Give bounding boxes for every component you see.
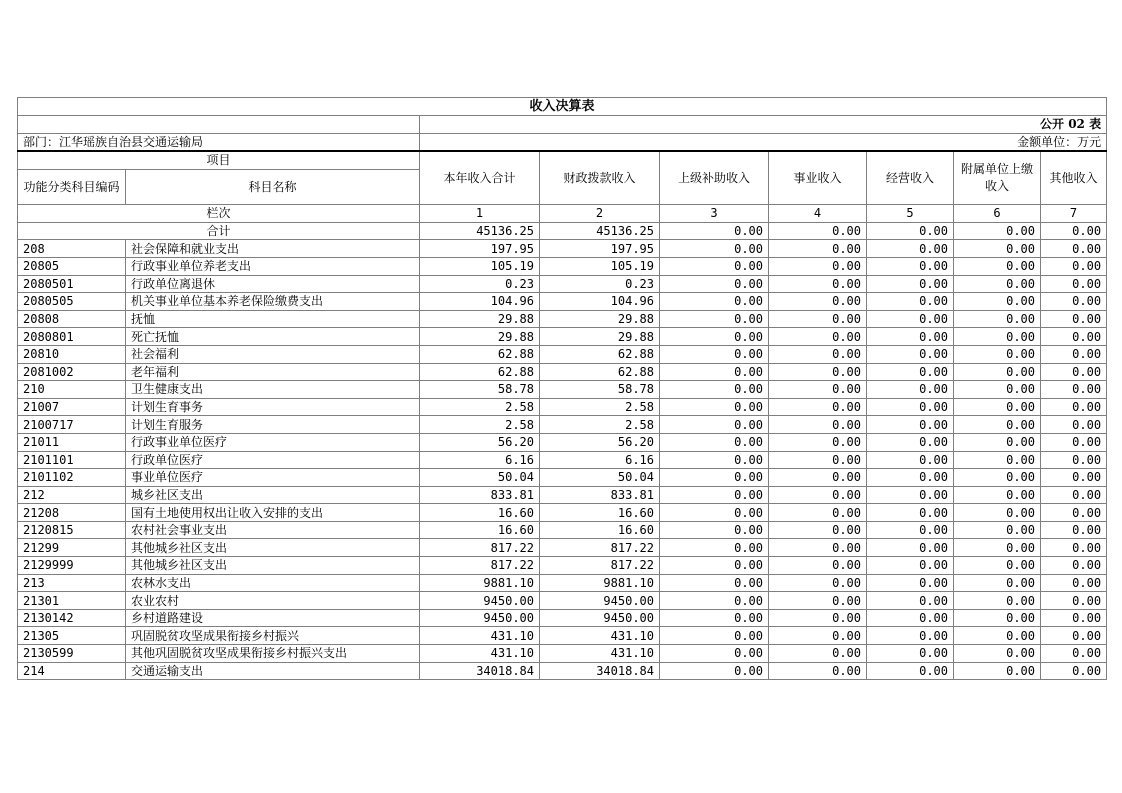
column-index: 2 bbox=[540, 205, 660, 223]
amount-cell: 0.00 bbox=[1041, 504, 1107, 522]
amount-cell: 6.16 bbox=[420, 451, 540, 469]
amount-cell: 0.00 bbox=[867, 469, 954, 487]
amount-cell: 0.00 bbox=[1041, 275, 1107, 293]
amount-cell: 0.00 bbox=[769, 363, 867, 381]
amount-cell: 9450.00 bbox=[540, 609, 660, 627]
amount-cell: 0.00 bbox=[1041, 345, 1107, 363]
amount-cell: 0.00 bbox=[660, 328, 769, 346]
amount-cell: 0.00 bbox=[769, 398, 867, 416]
column-index: 4 bbox=[769, 205, 867, 223]
header-superior: 上级补助收入 bbox=[660, 151, 769, 205]
subject-name-cell: 国有土地使用权出让收入安排的支出 bbox=[126, 504, 420, 522]
amount-cell: 0.00 bbox=[1041, 328, 1107, 346]
amount-cell: 0.00 bbox=[867, 257, 954, 275]
amount-cell: 0.00 bbox=[954, 345, 1041, 363]
amount-cell: 0.00 bbox=[1041, 451, 1107, 469]
func-code-cell: 2130142 bbox=[18, 609, 126, 627]
func-code-cell: 21305 bbox=[18, 627, 126, 645]
amount-cell: 0.00 bbox=[1041, 539, 1107, 557]
subject-name-cell: 计划生育事务 bbox=[126, 398, 420, 416]
amount-cell: 0.00 bbox=[867, 363, 954, 381]
subject-name-cell: 农业农村 bbox=[126, 592, 420, 610]
amount-cell: 0.00 bbox=[660, 240, 769, 258]
amount-cell: 2.58 bbox=[540, 416, 660, 434]
amount-cell: 0.00 bbox=[1041, 592, 1107, 610]
amount-cell: 0.00 bbox=[1041, 398, 1107, 416]
amount-cell: 58.78 bbox=[420, 381, 540, 399]
amount-cell: 0.00 bbox=[660, 433, 769, 451]
amount-cell: 431.10 bbox=[420, 645, 540, 663]
amount-cell: 0.00 bbox=[954, 521, 1041, 539]
amount-cell: 29.88 bbox=[420, 310, 540, 328]
table-row bbox=[18, 240, 1107, 258]
amount-cell: 0.00 bbox=[769, 433, 867, 451]
amount-cell: 0.00 bbox=[954, 486, 1041, 504]
func-code-cell: 2101101 bbox=[18, 451, 126, 469]
amount-cell: 0.00 bbox=[954, 645, 1041, 663]
header-func-code: 功能分类科目编码 bbox=[18, 170, 126, 205]
amount-cell: 104.96 bbox=[420, 293, 540, 311]
subject-name-cell: 农村社会事业支出 bbox=[126, 521, 420, 539]
total-value: 0.00 bbox=[660, 222, 769, 240]
amount-cell: 0.00 bbox=[769, 293, 867, 311]
amount-cell: 0.00 bbox=[954, 592, 1041, 610]
amount-cell: 2.58 bbox=[540, 398, 660, 416]
amount-cell: 34018.84 bbox=[420, 662, 540, 680]
amount-cell: 0.00 bbox=[769, 328, 867, 346]
subject-name-cell: 计划生育服务 bbox=[126, 416, 420, 434]
amount-cell: 0.00 bbox=[1041, 557, 1107, 575]
table-row bbox=[18, 416, 1107, 434]
header-business: 事业收入 bbox=[769, 151, 867, 205]
amount-cell: 0.00 bbox=[867, 293, 954, 311]
total-value: 0.00 bbox=[769, 222, 867, 240]
amount-cell: 0.00 bbox=[1041, 293, 1107, 311]
amount-cell: 0.00 bbox=[954, 310, 1041, 328]
subject-name-cell: 其他城乡社区支出 bbox=[126, 557, 420, 575]
total-label: 合计 bbox=[18, 222, 420, 240]
amount-cell: 0.00 bbox=[1041, 662, 1107, 680]
column-index: 1 bbox=[420, 205, 540, 223]
amount-cell: 50.04 bbox=[540, 469, 660, 487]
amount-cell: 0.00 bbox=[954, 363, 1041, 381]
column-index: 6 bbox=[954, 205, 1041, 223]
column-index-label: 栏次 bbox=[18, 205, 420, 223]
amount-cell: 0.00 bbox=[660, 469, 769, 487]
total-value: 0.00 bbox=[867, 222, 954, 240]
subject-name-cell: 城乡社区支出 bbox=[126, 486, 420, 504]
amount-cell: 29.88 bbox=[420, 328, 540, 346]
subject-name-cell: 社会福利 bbox=[126, 345, 420, 363]
func-code-cell: 2101102 bbox=[18, 469, 126, 487]
amount-cell: 0.00 bbox=[660, 363, 769, 381]
amount-cell: 0.00 bbox=[769, 486, 867, 504]
amount-cell: 0.00 bbox=[954, 240, 1041, 258]
amount-cell: 0.00 bbox=[954, 293, 1041, 311]
amount-cell: 0.00 bbox=[660, 592, 769, 610]
amount-cell: 0.00 bbox=[954, 257, 1041, 275]
amount-cell: 0.00 bbox=[954, 469, 1041, 487]
column-index: 3 bbox=[660, 205, 769, 223]
amount-cell: 0.00 bbox=[769, 240, 867, 258]
amount-cell: 0.00 bbox=[867, 574, 954, 592]
amount-cell: 0.00 bbox=[867, 310, 954, 328]
amount-cell: 431.10 bbox=[420, 627, 540, 645]
func-code-cell: 2080505 bbox=[18, 293, 126, 311]
func-code-cell: 20808 bbox=[18, 310, 126, 328]
amount-cell: 0.00 bbox=[769, 381, 867, 399]
subject-name-cell: 行政单位离退休 bbox=[126, 275, 420, 293]
header-operating: 经营收入 bbox=[867, 151, 954, 205]
table-row bbox=[18, 363, 1107, 381]
table-row bbox=[18, 662, 1107, 680]
func-code-cell: 212 bbox=[18, 486, 126, 504]
subject-name-cell: 行政单位医疗 bbox=[126, 451, 420, 469]
amount-cell: 56.20 bbox=[540, 433, 660, 451]
amount-cell: 0.00 bbox=[1041, 381, 1107, 399]
subject-name-cell: 行政事业单位医疗 bbox=[126, 433, 420, 451]
subject-name-cell: 抚恤 bbox=[126, 310, 420, 328]
amount-cell: 0.00 bbox=[867, 433, 954, 451]
amount-cell: 0.00 bbox=[769, 662, 867, 680]
amount-cell: 58.78 bbox=[540, 381, 660, 399]
subject-name-cell: 机关事业单位基本养老保险缴费支出 bbox=[126, 293, 420, 311]
amount-cell: 62.88 bbox=[540, 363, 660, 381]
table-row bbox=[18, 504, 1107, 522]
amount-cell: 0.00 bbox=[769, 645, 867, 663]
amount-cell: 9881.10 bbox=[420, 574, 540, 592]
amount-cell: 0.00 bbox=[660, 257, 769, 275]
amount-cell: 0.00 bbox=[954, 504, 1041, 522]
income-statement-sheet bbox=[17, 97, 1106, 680]
func-code-cell: 20805 bbox=[18, 257, 126, 275]
subject-name-cell: 社会保障和就业支出 bbox=[126, 240, 420, 258]
table-row bbox=[18, 557, 1107, 575]
func-code-cell: 20810 bbox=[18, 345, 126, 363]
amount-cell: 0.00 bbox=[1041, 521, 1107, 539]
subject-name-cell: 农林水支出 bbox=[126, 574, 420, 592]
amount-cell: 0.00 bbox=[867, 416, 954, 434]
header-affiliated: 附属单位上缴收入 bbox=[954, 151, 1041, 205]
form-code: 公开 02 表 bbox=[420, 116, 1107, 134]
amount-cell: 0.00 bbox=[867, 328, 954, 346]
amount-cell: 0.00 bbox=[769, 451, 867, 469]
amount-cell: 0.00 bbox=[867, 275, 954, 293]
table-row bbox=[18, 469, 1107, 487]
table-row bbox=[18, 521, 1107, 539]
total-value: 45136.25 bbox=[420, 222, 540, 240]
amount-cell: 0.00 bbox=[769, 627, 867, 645]
func-code-cell: 2120815 bbox=[18, 521, 126, 539]
amount-cell: 0.00 bbox=[1041, 240, 1107, 258]
total-value: 0.00 bbox=[1041, 222, 1107, 240]
amount-cell: 0.00 bbox=[867, 539, 954, 557]
amount-cell: 0.00 bbox=[660, 398, 769, 416]
func-code-cell: 21007 bbox=[18, 398, 126, 416]
table-row bbox=[18, 275, 1107, 293]
table-row bbox=[18, 539, 1107, 557]
amount-cell: 29.88 bbox=[540, 310, 660, 328]
amount-cell: 0.00 bbox=[867, 592, 954, 610]
amount-cell: 104.96 bbox=[540, 293, 660, 311]
amount-cell: 9450.00 bbox=[420, 609, 540, 627]
amount-cell: 0.00 bbox=[769, 416, 867, 434]
amount-cell: 0.00 bbox=[660, 627, 769, 645]
table-row bbox=[18, 398, 1107, 416]
table-row bbox=[18, 293, 1107, 311]
amount-cell: 0.00 bbox=[660, 310, 769, 328]
amount-cell: 105.19 bbox=[540, 257, 660, 275]
subject-name-cell: 其他城乡社区支出 bbox=[126, 539, 420, 557]
amount-cell: 833.81 bbox=[420, 486, 540, 504]
table-row bbox=[18, 257, 1107, 275]
amount-cell: 2.58 bbox=[420, 398, 540, 416]
func-code-cell: 2080801 bbox=[18, 328, 126, 346]
amount-cell: 0.00 bbox=[867, 609, 954, 627]
amount-cell: 197.95 bbox=[420, 240, 540, 258]
amount-cell: 0.00 bbox=[769, 257, 867, 275]
amount-cell: 0.23 bbox=[540, 275, 660, 293]
table-row bbox=[18, 645, 1107, 663]
amount-cell: 0.00 bbox=[1041, 363, 1107, 381]
amount-cell: 16.60 bbox=[420, 504, 540, 522]
amount-cell: 0.00 bbox=[660, 521, 769, 539]
func-code-cell: 2100717 bbox=[18, 416, 126, 434]
func-code-cell: 2081002 bbox=[18, 363, 126, 381]
amount-cell: 16.60 bbox=[420, 521, 540, 539]
amount-cell: 817.22 bbox=[420, 557, 540, 575]
amount-cell: 0.00 bbox=[954, 275, 1041, 293]
amount-cell: 16.60 bbox=[540, 521, 660, 539]
table-row bbox=[18, 609, 1107, 627]
amount-cell: 0.00 bbox=[1041, 433, 1107, 451]
header-fiscal: 财政拨款收入 bbox=[540, 151, 660, 205]
amount-cell: 0.00 bbox=[660, 557, 769, 575]
table-row bbox=[18, 345, 1107, 363]
amount-cell: 0.00 bbox=[867, 381, 954, 399]
func-code-cell: 21299 bbox=[18, 539, 126, 557]
table-row bbox=[18, 627, 1107, 645]
amount-cell: 0.00 bbox=[954, 451, 1041, 469]
subject-name-cell: 死亡抚恤 bbox=[126, 328, 420, 346]
amount-cell: 0.00 bbox=[660, 451, 769, 469]
header-subject-name: 科目名称 bbox=[126, 170, 420, 205]
total-value: 45136.25 bbox=[540, 222, 660, 240]
func-code-cell: 213 bbox=[18, 574, 126, 592]
amount-cell: 0.00 bbox=[1041, 257, 1107, 275]
amount-cell: 2.58 bbox=[420, 416, 540, 434]
subject-name-cell: 事业单位医疗 bbox=[126, 469, 420, 487]
amount-cell: 34018.84 bbox=[540, 662, 660, 680]
amount-cell: 0.00 bbox=[867, 345, 954, 363]
amount-cell: 0.00 bbox=[867, 557, 954, 575]
amount-cell: 0.00 bbox=[769, 557, 867, 575]
amount-cell: 9450.00 bbox=[540, 592, 660, 610]
amount-cell: 0.00 bbox=[867, 662, 954, 680]
subject-name-cell: 其他巩固脱贫攻坚成果衔接乡村振兴支出 bbox=[126, 645, 420, 663]
subject-name-cell: 行政事业单位养老支出 bbox=[126, 257, 420, 275]
amount-cell: 0.00 bbox=[954, 539, 1041, 557]
amount-cell: 0.00 bbox=[769, 609, 867, 627]
amount-cell: 0.00 bbox=[769, 521, 867, 539]
amount-cell: 0.00 bbox=[769, 310, 867, 328]
amount-cell: 0.00 bbox=[954, 381, 1041, 399]
table-row bbox=[18, 328, 1107, 346]
amount-cell: 0.00 bbox=[769, 345, 867, 363]
table-row bbox=[18, 310, 1107, 328]
func-code-cell: 21208 bbox=[18, 504, 126, 522]
table-row bbox=[18, 433, 1107, 451]
amount-cell: 0.00 bbox=[954, 662, 1041, 680]
income-table bbox=[17, 97, 1107, 680]
amount-cell: 0.00 bbox=[660, 539, 769, 557]
amount-cell: 817.22 bbox=[420, 539, 540, 557]
amount-cell: 16.60 bbox=[540, 504, 660, 522]
unit-label: 金额单位：万元 bbox=[420, 133, 1107, 151]
amount-cell: 0.00 bbox=[769, 574, 867, 592]
amount-cell: 817.22 bbox=[540, 557, 660, 575]
amount-cell: 0.00 bbox=[867, 240, 954, 258]
amount-cell: 0.00 bbox=[1041, 574, 1107, 592]
table-title: 收入决算表 bbox=[18, 98, 1107, 116]
amount-cell: 62.88 bbox=[420, 363, 540, 381]
amount-cell: 431.10 bbox=[540, 645, 660, 663]
amount-cell: 0.00 bbox=[769, 469, 867, 487]
amount-cell: 0.00 bbox=[660, 293, 769, 311]
amount-cell: 0.23 bbox=[420, 275, 540, 293]
amount-cell: 0.00 bbox=[660, 345, 769, 363]
func-code-cell: 2130599 bbox=[18, 645, 126, 663]
amount-cell: 0.00 bbox=[954, 609, 1041, 627]
amount-cell: 0.00 bbox=[769, 504, 867, 522]
table-row bbox=[18, 486, 1107, 504]
department-label: 部门：江华瑶族自治县交通运输局 bbox=[18, 133, 420, 151]
subject-name-cell: 卫生健康支出 bbox=[126, 381, 420, 399]
subject-name-cell: 乡村道路建设 bbox=[126, 609, 420, 627]
amount-cell: 0.00 bbox=[867, 486, 954, 504]
amount-cell: 0.00 bbox=[1041, 310, 1107, 328]
header-total: 本年收入合计 bbox=[420, 151, 540, 205]
amount-cell: 431.10 bbox=[540, 627, 660, 645]
amount-cell: 9881.10 bbox=[540, 574, 660, 592]
amount-cell: 0.00 bbox=[660, 504, 769, 522]
subject-name-cell: 巩固脱贫攻坚成果衔接乡村振兴 bbox=[126, 627, 420, 645]
amount-cell: 56.20 bbox=[420, 433, 540, 451]
subject-name-cell: 老年福利 bbox=[126, 363, 420, 381]
amount-cell: 0.00 bbox=[867, 451, 954, 469]
func-code-cell: 21011 bbox=[18, 433, 126, 451]
amount-cell: 0.00 bbox=[1041, 645, 1107, 663]
amount-cell: 0.00 bbox=[954, 433, 1041, 451]
amount-cell: 29.88 bbox=[540, 328, 660, 346]
amount-cell: 0.00 bbox=[660, 381, 769, 399]
amount-cell: 0.00 bbox=[769, 592, 867, 610]
amount-cell: 105.19 bbox=[420, 257, 540, 275]
func-code-cell: 2129999 bbox=[18, 557, 126, 575]
amount-cell: 0.00 bbox=[660, 609, 769, 627]
amount-cell: 0.00 bbox=[867, 504, 954, 522]
amount-cell: 0.00 bbox=[867, 521, 954, 539]
amount-cell: 0.00 bbox=[954, 416, 1041, 434]
amount-cell: 0.00 bbox=[660, 416, 769, 434]
amount-cell: 0.00 bbox=[660, 486, 769, 504]
amount-cell: 9450.00 bbox=[420, 592, 540, 610]
amount-cell: 62.88 bbox=[540, 345, 660, 363]
func-code-cell: 21301 bbox=[18, 592, 126, 610]
amount-cell: 0.00 bbox=[867, 398, 954, 416]
header-other: 其他收入 bbox=[1041, 151, 1107, 205]
amount-cell: 0.00 bbox=[1041, 609, 1107, 627]
amount-cell: 6.16 bbox=[540, 451, 660, 469]
table-row bbox=[18, 381, 1107, 399]
amount-cell: 0.00 bbox=[660, 275, 769, 293]
total-value: 0.00 bbox=[954, 222, 1041, 240]
amount-cell: 0.00 bbox=[954, 398, 1041, 416]
table-row bbox=[18, 592, 1107, 610]
header-item: 项目 bbox=[18, 151, 420, 170]
subject-name-cell: 交通运输支出 bbox=[126, 662, 420, 680]
amount-cell: 62.88 bbox=[420, 345, 540, 363]
amount-cell: 0.00 bbox=[660, 574, 769, 592]
table-row bbox=[18, 451, 1107, 469]
amount-cell: 197.95 bbox=[540, 240, 660, 258]
column-index: 5 bbox=[867, 205, 954, 223]
amount-cell: 0.00 bbox=[954, 328, 1041, 346]
amount-cell: 0.00 bbox=[867, 645, 954, 663]
amount-cell: 0.00 bbox=[1041, 416, 1107, 434]
amount-cell: 817.22 bbox=[540, 539, 660, 557]
amount-cell: 0.00 bbox=[954, 557, 1041, 575]
amount-cell: 0.00 bbox=[954, 574, 1041, 592]
amount-cell: 0.00 bbox=[769, 539, 867, 557]
amount-cell: 0.00 bbox=[954, 627, 1041, 645]
func-code-cell: 2080501 bbox=[18, 275, 126, 293]
amount-cell: 833.81 bbox=[540, 486, 660, 504]
func-code-cell: 214 bbox=[18, 662, 126, 680]
amount-cell: 0.00 bbox=[1041, 627, 1107, 645]
amount-cell: 50.04 bbox=[420, 469, 540, 487]
func-code-cell: 210 bbox=[18, 381, 126, 399]
amount-cell: 0.00 bbox=[660, 645, 769, 663]
func-code-cell: 208 bbox=[18, 240, 126, 258]
amount-cell: 0.00 bbox=[867, 627, 954, 645]
total-row bbox=[18, 222, 1107, 240]
amount-cell: 0.00 bbox=[1041, 469, 1107, 487]
amount-cell: 0.00 bbox=[769, 275, 867, 293]
amount-cell: 0.00 bbox=[660, 662, 769, 680]
table-row bbox=[18, 574, 1107, 592]
column-index: 7 bbox=[1041, 205, 1107, 223]
amount-cell: 0.00 bbox=[1041, 486, 1107, 504]
